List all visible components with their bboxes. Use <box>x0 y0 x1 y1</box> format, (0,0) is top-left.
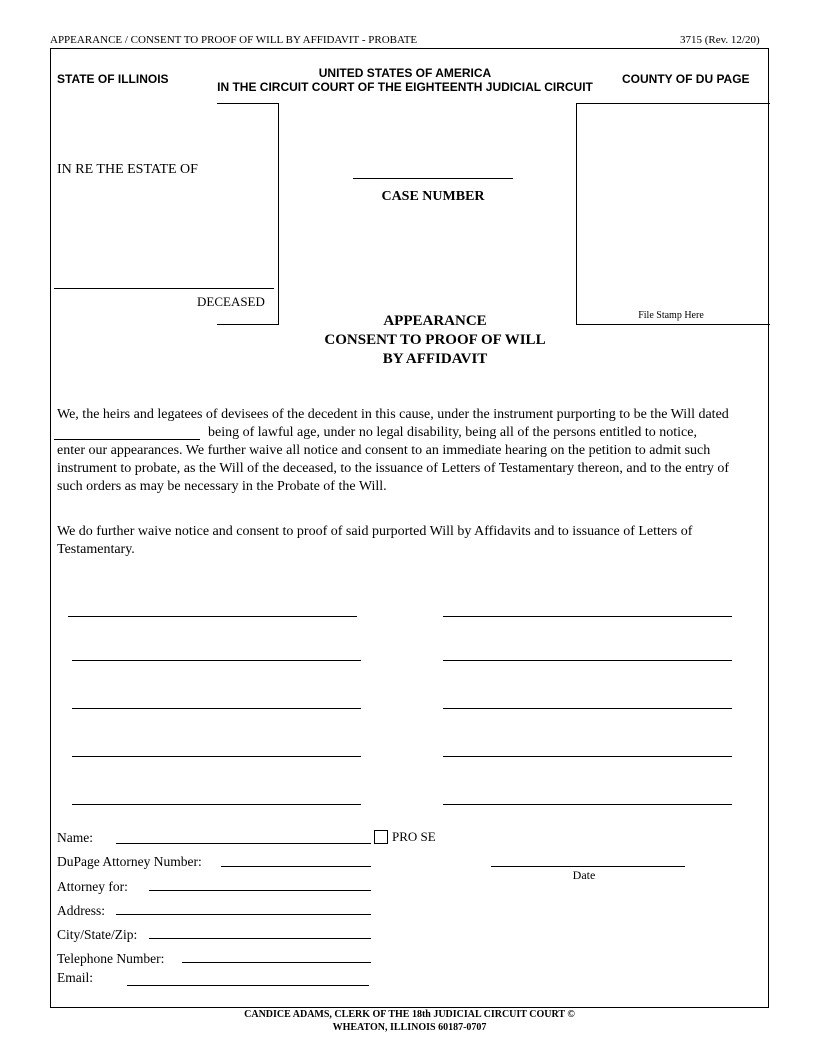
paragraph-2-line-2: Testamentary. <box>57 542 135 557</box>
city-state-zip-label: City/State/Zip: <box>57 927 138 942</box>
address-label: Address: <box>57 903 105 918</box>
signature-line[interactable] <box>72 708 361 709</box>
caption-bracket-top <box>217 103 279 104</box>
signature-line[interactable] <box>68 616 357 617</box>
signature-line[interactable] <box>443 708 732 709</box>
case-number-label: CASE NUMBER <box>381 189 485 204</box>
pro-se-label: PRO SE <box>392 829 436 844</box>
caption-bracket-side <box>278 103 279 325</box>
date-label: Date <box>572 868 596 882</box>
form-title: APPEARANCE / CONSENT TO PROOF OF WILL BY AFFIDAVIT - PROBATE <box>50 34 418 46</box>
signature-line[interactable] <box>443 756 732 757</box>
signature-line[interactable] <box>72 804 361 805</box>
telephone-label: Telephone Number: <box>57 951 165 966</box>
email-label: Email: <box>57 970 93 985</box>
file-stamp-box <box>576 103 770 325</box>
attorney-number-field[interactable] <box>221 866 371 867</box>
footer-clerk: CANDICE ADAMS, CLERK OF THE 18th JUDICIAL CIRCUIT COURT © <box>244 1009 575 1020</box>
county-label: COUNTY OF DU PAGE <box>622 72 750 86</box>
paragraph-1-line-3: enter our appearances. We further waive all notice and consent to an immediate hearing on the petition to admit such <box>57 443 711 458</box>
country-label: UNITED STATES OF AMERICA <box>318 66 492 80</box>
name-field[interactable] <box>116 843 371 844</box>
paragraph-1-line-5: such orders as may be necessary in the Probate of the Will. <box>57 479 387 494</box>
attorney-for-label: Attorney for: <box>57 879 128 894</box>
case-number-line[interactable] <box>353 178 513 179</box>
attorney-number-label: DuPage Attorney Number: <box>57 854 202 869</box>
paragraph-1-line-1: We, the heirs and legatees of devisees of the decedent in this cause, under the instrument purporting to be the Will dated <box>57 407 729 422</box>
title-line-1: APPEARANCE <box>383 313 487 329</box>
estate-name-line[interactable] <box>54 288 274 289</box>
footer-address: WHEATON, ILLINOIS 60187-0707 <box>332 1022 487 1033</box>
form-number: 3715 (Rev. 12/20) <box>680 34 760 46</box>
title-line-2: CONSENT TO PROOF OF WILL <box>324 332 546 348</box>
file-stamp-label: File Stamp Here <box>638 310 704 321</box>
email-field[interactable] <box>127 985 369 986</box>
paragraph-1-line-4: instrument to probate, as the Will of the deceased, to the issuance of Letters of Testamentary thereon, and to the entry of <box>57 461 730 476</box>
signature-line[interactable] <box>443 616 732 617</box>
title-line-3: BY AFFIDAVIT <box>382 351 488 367</box>
city-state-zip-field[interactable] <box>149 938 371 939</box>
document-title <box>283 312 587 369</box>
state-label: STATE OF ILLINOIS <box>57 72 169 86</box>
name-label: Name: <box>57 830 93 845</box>
signature-line[interactable] <box>72 756 361 757</box>
in-re-estate-label: IN RE THE ESTATE OF <box>57 162 198 177</box>
address-field[interactable] <box>116 914 371 915</box>
telephone-field[interactable] <box>182 962 371 963</box>
paragraph-1-line-2: being of lawful age, under no legal disability, being all of the persons entitled to notice, <box>208 425 697 440</box>
caption-bracket-bottom <box>217 324 279 325</box>
will-date-line[interactable] <box>54 439 200 440</box>
signature-line[interactable] <box>72 660 361 661</box>
deceased-label: DECEASED <box>197 294 265 309</box>
signature-line[interactable] <box>443 804 732 805</box>
circuit-label: IN THE CIRCUIT COURT OF THE EIGHTEENTH JUDICIAL CIRCUIT <box>217 80 593 94</box>
paragraph-2-line-1: We do further waive notice and consent to proof of said purported Will by Affidavits and to issuance of Letters of <box>57 524 693 539</box>
pro-se-checkbox[interactable] <box>374 830 388 844</box>
signature-line[interactable] <box>443 660 732 661</box>
attorney-for-field[interactable] <box>149 890 371 891</box>
date-line[interactable] <box>491 866 685 867</box>
